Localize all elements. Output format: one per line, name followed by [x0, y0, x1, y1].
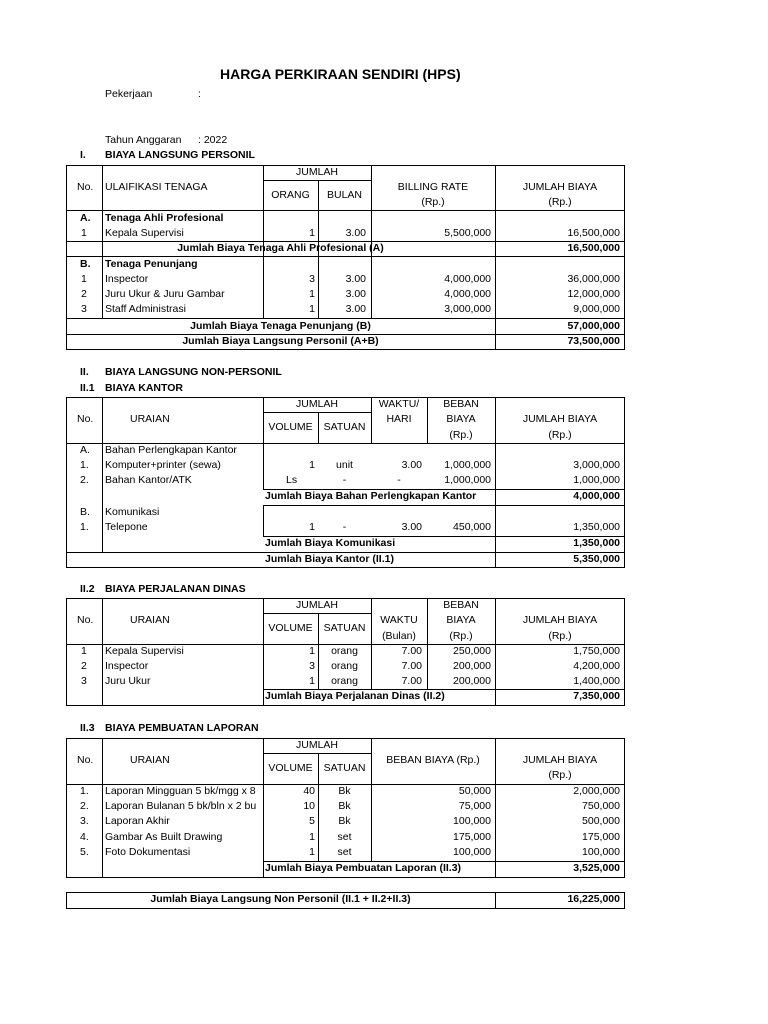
row-orang: 1 — [309, 303, 315, 315]
col-beban-header-2: BIAYA — [446, 614, 476, 626]
row-rate: 4,000,000 — [444, 273, 491, 285]
row-orang: 3 — [309, 273, 315, 285]
row-waktu: - — [397, 474, 401, 486]
row-beban: 100,000 — [453, 846, 491, 858]
col-jumlah-biaya-header: JUMLAH BIAYA — [522, 413, 598, 425]
section-1-heading: BIAYA LANGSUNG PERSONIL — [105, 149, 255, 161]
row-volume: 1 — [309, 675, 315, 687]
col-no-header: No. — [77, 181, 94, 193]
row-name: Laporan Akhir — [105, 815, 170, 827]
row-name: Juru Ukur — [105, 675, 151, 687]
row-volume: 1 — [309, 831, 315, 843]
row-volume: 1 — [309, 645, 315, 657]
subtotal-a-value: 4,000,000 — [573, 490, 620, 502]
row-total: 12,000,000 — [567, 288, 620, 300]
section-2-1-number: II.1 — [80, 382, 95, 394]
row-no: 4. — [80, 831, 89, 843]
row-total: 1,400,000 — [573, 675, 620, 687]
row-volume: 3 — [309, 660, 315, 672]
row-waktu: 7.00 — [401, 645, 422, 657]
row-satuan: orang — [331, 660, 358, 672]
row-beban: 200,000 — [453, 660, 491, 672]
subtotal-b-value: 57,000,000 — [567, 320, 620, 332]
group-a-no: A. — [80, 444, 90, 456]
row-total: 500,000 — [582, 815, 620, 827]
section-2-2-heading: BIAYA PERJALANAN DINAS — [105, 583, 246, 595]
row-orang: 1 — [309, 288, 315, 300]
col-waktu-unit: (Bulan) — [382, 630, 416, 642]
row-beban: 1,000,000 — [444, 474, 491, 486]
page-title: HARGA PERKIRAAN SENDIRI (HPS) — [220, 66, 461, 82]
section-1-number: I. — [80, 149, 86, 161]
row-bulan: 3.00 — [345, 303, 366, 315]
row-total: 100,000 — [582, 846, 620, 858]
row-total: 16,500,000 — [567, 227, 620, 239]
col-waktu-header: WAKTU — [380, 614, 418, 626]
col-jumlah-header: JUMLAH — [295, 166, 338, 178]
group-b-title: Komunikasi — [105, 506, 160, 518]
row-satuan: Bk — [338, 815, 351, 827]
col-orang-header: ORANG — [271, 189, 310, 201]
col-jumlah-header: JUMLAH — [295, 739, 338, 751]
group-b-no: B. — [80, 506, 90, 518]
section-2-3-heading: BIAYA PEMBUATAN LAPORAN — [105, 722, 259, 734]
total-kantor-label: Jumlah Biaya Kantor (II.1) — [265, 553, 394, 565]
row-beban: 200,000 — [453, 675, 491, 687]
row-no: 3 — [81, 303, 87, 315]
subtotal-perjalanan-value: 7,350,000 — [573, 690, 620, 702]
tahun-anggaran-value: : 2022 — [198, 134, 228, 146]
row-name: Komputer+printer (sewa) — [105, 459, 221, 471]
row-no: 1 — [81, 273, 87, 285]
subtotal-laporan-label: Jumlah Biaya Pembuatan Laporan (II.3) — [265, 862, 462, 874]
col-beban-header: BEBAN — [443, 599, 479, 611]
row-satuan: set — [337, 846, 352, 858]
row-total: 9,000,000 — [573, 303, 620, 315]
row-bulan: 3.00 — [345, 273, 366, 285]
col-kualifikasi-header: ULAIFIKASI TENAGA — [105, 181, 208, 193]
row-beban: 50,000 — [458, 785, 491, 797]
row-rate: 5,500,000 — [444, 227, 491, 239]
row-total: 1,750,000 — [573, 645, 620, 657]
subtotal-perjalanan-label: Jumlah Biaya Perjalanan Dinas (II.2) — [265, 690, 445, 702]
col-waktu-unit: HARI — [386, 413, 412, 425]
row-no: 2. — [80, 800, 89, 812]
col-jumlah-biaya-header: JUMLAH BIAYA — [522, 614, 598, 626]
row-no: 2 — [81, 660, 87, 672]
row-waktu: 3.00 — [401, 459, 422, 471]
row-waktu: 7.00 — [401, 660, 422, 672]
col-billing-rate-unit: (Rp.) — [421, 196, 445, 208]
row-volume: 5 — [309, 815, 315, 827]
row-total: 1,350,000 — [573, 521, 620, 533]
row-volume: 40 — [303, 785, 315, 797]
subtotal-b-value: 1,350,000 — [573, 537, 620, 549]
row-volume: 1 — [309, 521, 315, 533]
row-bulan: 3.00 — [345, 227, 366, 239]
col-volume-header: VOLUME — [268, 421, 313, 433]
row-beban: 175,000 — [453, 831, 491, 843]
row-name: Inspector — [105, 660, 149, 672]
row-name: Staff Administrasi — [105, 303, 186, 315]
row-no: 3. — [80, 815, 89, 827]
row-no: 3 — [81, 675, 87, 687]
col-jumlah-header: JUMLAH — [295, 599, 338, 611]
section-2-heading: BIAYA LANGSUNG NON-PERSONIL — [105, 366, 282, 378]
col-uraian-header: URAIAN — [130, 754, 170, 766]
row-no: 1 — [81, 227, 87, 239]
col-jumlah-biaya-header: JUMLAH BIAYA — [522, 754, 598, 766]
row-no: 5. — [80, 846, 89, 858]
row-no: 1. — [80, 459, 89, 471]
row-beban: 250,000 — [453, 645, 491, 657]
total-personil-label: Jumlah Biaya Langsung Personil (A+B) — [182, 335, 379, 347]
col-beban-unit: (Rp.) — [449, 429, 473, 441]
col-beban-header: BEBAN BIAYA (Rp.) — [386, 754, 480, 766]
row-waktu: 3.00 — [401, 521, 422, 533]
col-jumlah-biaya-unit: (Rp.) — [548, 196, 572, 208]
row-satuan: Bk — [338, 785, 351, 797]
group-a-title: Bahan Perlengkapan Kantor — [105, 444, 237, 456]
col-jumlah-biaya-unit: (Rp.) — [548, 630, 572, 642]
row-satuan: set — [337, 831, 352, 843]
row-beban: 450,000 — [453, 521, 491, 533]
col-jumlah-biaya-header: JUMLAH BIAYA — [522, 181, 598, 193]
row-volume: 1 — [309, 846, 315, 858]
row-satuan: orang — [331, 675, 358, 687]
subtotal-b-label: Jumlah Biaya Komunikasi — [265, 537, 396, 549]
row-satuan: unit — [336, 459, 353, 471]
col-waktu-header: WAKTU/ — [378, 398, 420, 410]
col-satuan-header: SATUAN — [323, 421, 366, 433]
row-name: Gambar As Built Drawing — [105, 831, 223, 843]
group-b-title: Tenaga Penunjang — [105, 258, 198, 270]
row-name: Laporan Bulanan 5 bk/bln x 2 bu — [105, 800, 257, 812]
row-rate: 4,000,000 — [444, 288, 491, 300]
col-satuan-header: SATUAN — [323, 622, 366, 634]
row-total: 750,000 — [582, 800, 620, 812]
row-no: 2. — [80, 474, 89, 486]
row-volume: Ls — [286, 474, 298, 486]
pekerjaan-label: Pekerjaan — [105, 88, 153, 100]
pekerjaan-colon: : — [198, 88, 201, 100]
section-2-2-number: II.2 — [80, 583, 95, 595]
subtotal-b-label: Jumlah Biaya Tenaga Penunjang (B) — [190, 320, 371, 332]
row-no: 1. — [80, 785, 89, 797]
row-total: 2,000,000 — [573, 785, 620, 797]
group-a-title: Tenaga Ahli Profesional — [105, 212, 224, 224]
col-beban-unit: (Rp.) — [449, 630, 473, 642]
col-beban-header-2: BIAYA — [446, 413, 476, 425]
row-rate: 3,000,000 — [444, 303, 491, 315]
col-jumlah-header: JUMLAH — [295, 398, 338, 410]
row-volume: 10 — [303, 800, 315, 812]
col-uraian-header: URAIAN — [130, 413, 170, 425]
section-2-3-number: II.3 — [80, 722, 95, 734]
total-personil-value: 73,500,000 — [567, 335, 620, 347]
row-volume: 1 — [309, 459, 315, 471]
row-name: Foto Dokumentasi — [105, 846, 191, 858]
col-no-header: No. — [77, 614, 94, 626]
col-no-header: No. — [77, 413, 94, 425]
row-name: Telepone — [105, 521, 148, 533]
group-b-no: B. — [80, 258, 91, 270]
row-name: Kepala Supervisi — [105, 227, 184, 239]
row-bulan: 3.00 — [345, 288, 366, 300]
group-a-no: A. — [80, 212, 91, 224]
col-uraian-header: URAIAN — [130, 614, 170, 626]
col-jumlah-biaya-unit: (Rp.) — [548, 769, 572, 781]
col-bulan-header: BULAN — [326, 189, 362, 201]
col-volume-header: VOLUME — [268, 622, 313, 634]
row-satuan: - — [342, 521, 347, 533]
row-satuan: - — [342, 474, 347, 486]
col-jumlah-biaya-unit: (Rp.) — [548, 429, 572, 441]
row-beban: 100,000 — [453, 815, 491, 827]
row-waktu: 7.00 — [401, 675, 422, 687]
subtotal-a-label: Jumlah Biaya Tenaga Ahli Profesional (A) — [177, 242, 384, 254]
section-2-number: II. — [80, 366, 89, 378]
row-name: Laporan Mingguan 5 bk/mgg x 8 — [105, 785, 256, 797]
row-satuan: Bk — [338, 800, 351, 812]
row-total: 36,000,000 — [567, 273, 620, 285]
row-total: 3,000,000 — [573, 459, 620, 471]
col-no-header: No. — [77, 754, 94, 766]
tahun-anggaran-label: Tahun Anggaran — [105, 134, 182, 146]
row-beban: 75,000 — [458, 800, 491, 812]
grand-total-label: Jumlah Biaya Langsung Non Personil (II.1 + II.2+II.3) — [150, 893, 411, 905]
col-volume-header: VOLUME — [268, 762, 313, 774]
row-name: Inspector — [105, 273, 149, 285]
row-orang: 1 — [309, 227, 315, 239]
row-no: 2 — [81, 288, 87, 300]
row-name: Kepala Supervisi — [105, 645, 184, 657]
row-total: 4,200,000 — [573, 660, 620, 672]
subtotal-laporan-value: 3,525,000 — [573, 862, 620, 874]
subtotal-a-value: 16,500,000 — [567, 242, 620, 254]
row-total: 175,000 — [582, 831, 620, 843]
row-name: Bahan Kantor/ATK — [105, 474, 192, 486]
row-no: 1. — [80, 521, 89, 533]
row-total: 1,000,000 — [573, 474, 620, 486]
col-beban-header: BEBAN — [443, 398, 479, 410]
col-billing-rate-header: BILLING RATE — [397, 181, 469, 193]
grand-total-value: 16,225,000 — [567, 893, 620, 905]
row-beban: 1,000,000 — [444, 459, 491, 471]
total-kantor-value: 5,350,000 — [573, 553, 620, 565]
col-satuan-header: SATUAN — [323, 762, 366, 774]
row-no: 1 — [81, 645, 87, 657]
row-satuan: orang — [331, 645, 358, 657]
section-2-1-heading: BIAYA KANTOR — [105, 382, 183, 394]
row-name: Juru Ukur & Juru Gambar — [105, 288, 225, 300]
subtotal-a-label: Jumlah Biaya Bahan Perlengkapan Kantor — [265, 490, 477, 502]
